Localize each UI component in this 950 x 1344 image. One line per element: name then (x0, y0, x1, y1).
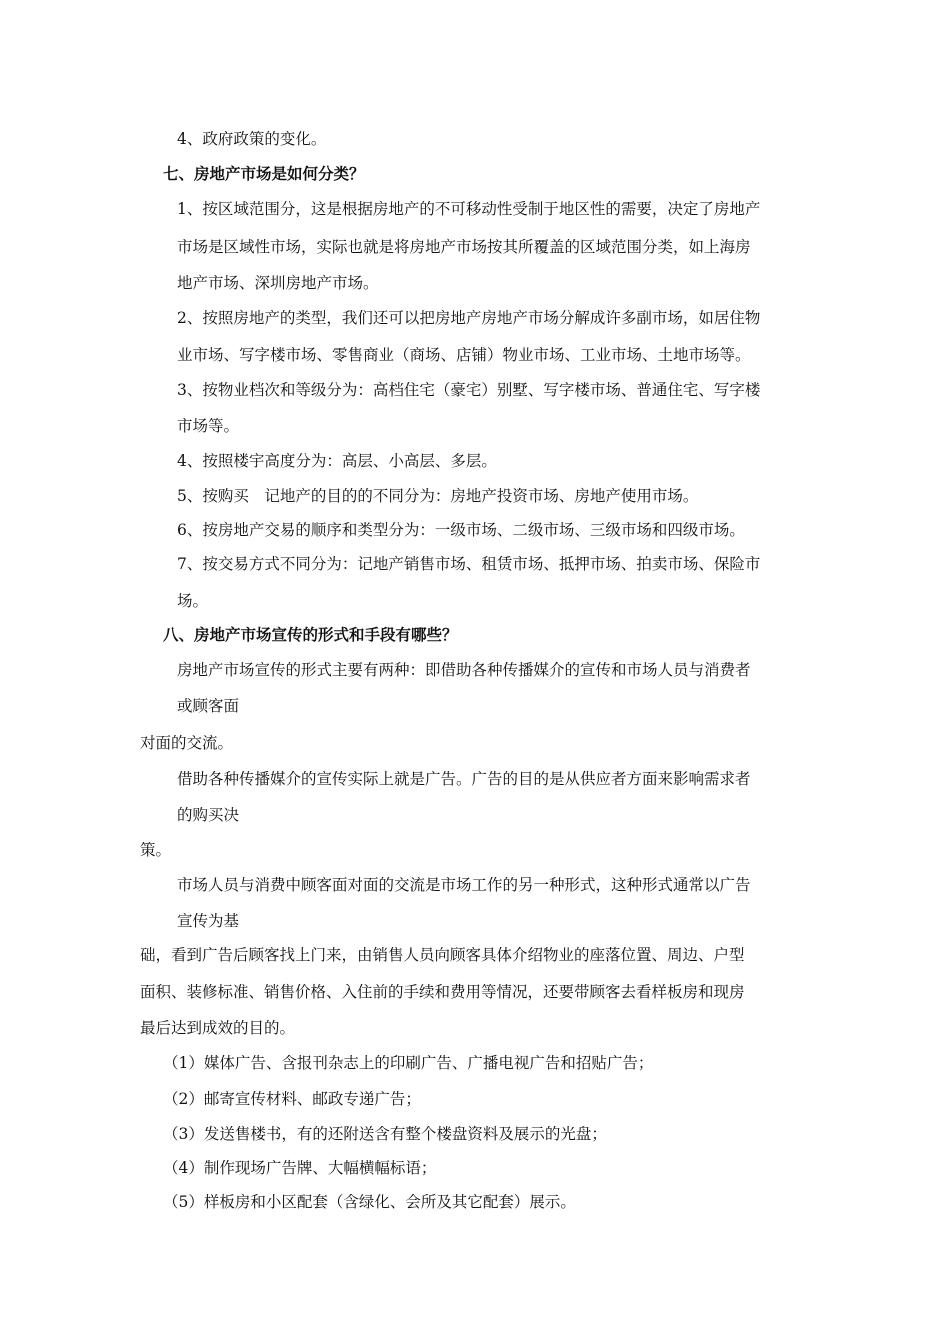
text-line: 最后达到成效的目的。 (140, 1019, 296, 1037)
text-line: 市场人员与消费中顾客面对面的交流是市场工作的另一种形式，这种形式通常以广告 (177, 876, 751, 894)
text-line: 策。 (140, 841, 172, 859)
text-line: 市场是区域性市场，实际也就是将房地产市场按其所覆盖的区域范围分类，如上海房 (177, 238, 751, 256)
section-heading-8: 八、房地产市场宣传的形式和手段有哪些？ (163, 625, 458, 644)
list-item: （1）媒体广告、含报刊杂志上的印刷广告、广播电视广告和招贴广告； (163, 1054, 654, 1072)
text-line: 7、按交易方式不同分为：记地产销售市场、租赁市场、抵押市场、拍卖市场、保险市 (177, 555, 761, 573)
text-line: 6、按房地产交易的顺序和类型分为：一级市场、二级市场、三级市场和四级市场。 (177, 521, 745, 539)
list-item: （3）发送售楼书，有的还附送含有整个楼盘资料及展示的光盘； (163, 1125, 607, 1143)
text-line: 对面的交流。 (140, 734, 234, 752)
text-line: 4、政府政策的变化。 (177, 130, 327, 148)
text-line: 3、按物业档次和等级分为：高档住宅（豪宅）别墅、写字楼市场、普通住宅、写字楼 (177, 381, 761, 399)
text-line: 2、按照房地产的类型，我们还可以把房地产房地产市场分解成许多副市场，如居住物 (177, 309, 761, 327)
text-line: 4、按照楼宇高度分为：高层、小高层、多层。 (177, 452, 497, 470)
text-line: 借助各种传播媒介的宣传实际上就是广告。广告的目的是从供应者方面来影响需求者 (177, 770, 751, 788)
text-line: 业市场、写字楼市场、零售商业（商场、店铺）物业市场、工业市场、土地市场等。 (177, 346, 751, 364)
text-line: 场。 (177, 592, 209, 610)
text-line: 或顾客面 (177, 697, 240, 715)
text-line: 1、按区域范围分，这是根据房地产的不可移动性受制于地区性的需要，决定了房地产 (177, 200, 761, 218)
text-line: 房地产市场宣传的形式主要有两种：即借助各种传播媒介的宣传和市场人员与消费者 (177, 661, 751, 679)
text-line: 础，看到广告后顾客找上门来，由销售人员向顾客具体介绍物业的座落位置、周边、户型 (140, 946, 745, 964)
text-line: 的购买决 (177, 806, 240, 824)
text-line: 5、按购买 记地产的目的的不同分为：房地产投资市场、房地产使用市场。 (177, 487, 699, 505)
list-item: （4）制作现场广告牌、大幅横幅标语； (163, 1159, 437, 1177)
text-line: 宣传为基 (177, 912, 240, 930)
section-heading-7: 七、房地产市场是如何分类？ (163, 164, 365, 183)
list-item: （2）邮寄宣传材料、邮政专递广告； (163, 1090, 421, 1108)
text-line: 市场等。 (177, 417, 240, 435)
text-line: 面积、装修标准、销售价格、入住前的手续和费用等情况，还要带顾客去看样板房和现房 (140, 983, 745, 1001)
list-item: （5）样板房和小区配套（含绿化、会所及其它配套）展示。 (163, 1193, 576, 1211)
text-line: 地产市场、深圳房地产市场。 (177, 274, 379, 292)
